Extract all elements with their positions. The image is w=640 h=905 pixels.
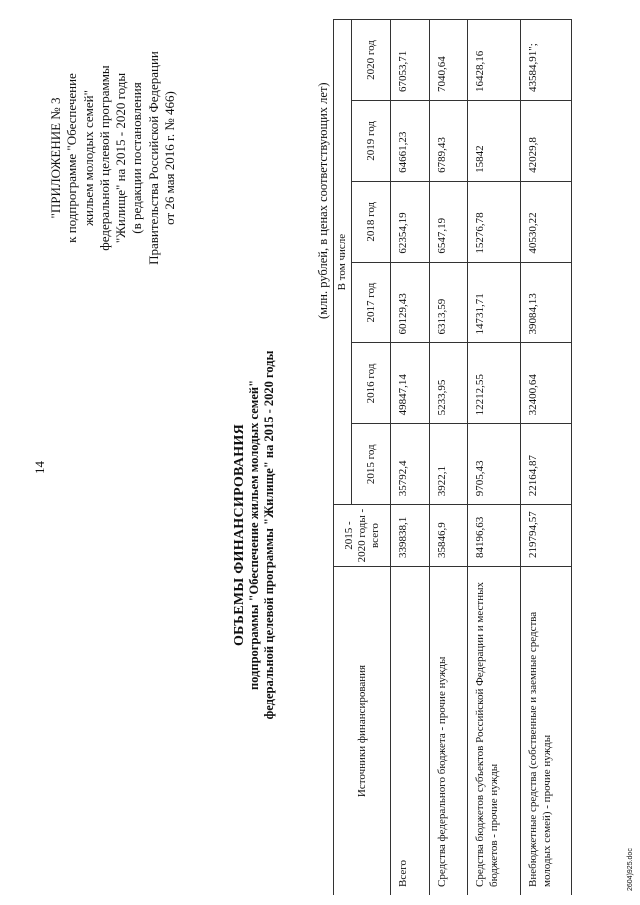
appendix-line: (в редакции постановления <box>129 82 145 234</box>
appendix-line: жильем молодых семей" <box>80 90 96 226</box>
row-value: 3922,1 <box>430 424 468 505</box>
table-row <box>468 20 521 896</box>
units-note: (млн. рублей, в ценах соответствующих лет) <box>316 82 330 319</box>
document-title <box>232 325 277 745</box>
row-value: 7040,64 <box>430 20 468 101</box>
row-value: 15842 <box>468 100 521 181</box>
row-value: 60129,43 <box>391 262 430 343</box>
title-subprogram: подпрограммы "Обеспечение жильем молодых семей" <box>247 379 261 691</box>
header-year: 2017 год <box>352 262 391 343</box>
appendix-line: "Жилище" на 2015 - 2020 годы <box>113 72 129 244</box>
row-total: 339838,1 <box>391 505 430 567</box>
header-year: 2019 год <box>352 100 391 181</box>
row-value: 9705,43 <box>468 424 521 505</box>
page-number: 14 <box>32 461 47 474</box>
appendix-line: Правительства Российской Федерации <box>145 51 161 265</box>
row-value: 40530,22 <box>521 181 572 262</box>
row-source: Внебюджетные средства (собственные и заемные средства молодых семей) - прочие нужды <box>521 566 572 895</box>
row-value: 6547,19 <box>430 181 468 262</box>
title-program: федеральной целевой программы "Жилище" на 2015 - 2020 годы <box>262 350 276 720</box>
header-total <box>334 505 391 567</box>
row-value: 35792,4 <box>391 424 430 505</box>
row-source: Средства федерального бюджета - прочие нужды <box>430 566 468 895</box>
row-source: Средства бюджетов субъектов Российской Федерации и местных бюджетов - прочие нужды <box>468 566 521 895</box>
row-value: 15276,78 <box>468 181 521 262</box>
appendix-header <box>48 23 178 293</box>
row-value: 12212,55 <box>468 343 521 424</box>
table-header-row <box>334 20 352 896</box>
row-source: Всего <box>391 566 430 895</box>
header-year: 2018 год <box>352 181 391 262</box>
row-total: 219794,57 <box>521 505 572 567</box>
table-row <box>521 20 572 896</box>
row-value: 14731,71 <box>468 262 521 343</box>
appendix-line: "ПРИЛОЖЕНИЕ № 3 <box>48 97 63 219</box>
header-total-line: 2020 годы - <box>355 508 368 563</box>
row-value: 6313,59 <box>430 262 468 343</box>
row-value: 39084,13 <box>521 262 572 343</box>
row-value: 6789,43 <box>430 100 468 181</box>
title-main: ОБЪЕМЫ ФИНАНСИРОВАНИЯ <box>232 423 247 647</box>
table-row <box>391 20 430 896</box>
document-id: 2604)925.doc <box>627 848 634 891</box>
header-year: 2020 год <box>352 20 391 101</box>
row-value: 62354,19 <box>391 181 430 262</box>
row-total: 84196,63 <box>468 505 521 567</box>
row-value: 22164,87 <box>521 424 572 505</box>
row-value: 5233,95 <box>430 343 468 424</box>
appendix-line: от 26 мая 2016 г. № 466) <box>162 91 178 225</box>
header-including: В том числе <box>334 20 352 505</box>
header-total-line: 2015 - <box>342 521 355 550</box>
financing-table <box>333 19 572 895</box>
table-row <box>430 20 468 896</box>
header-sources: Источники финансирования <box>334 566 391 895</box>
header-total-line: всего <box>368 523 381 548</box>
row-total: 35846,9 <box>430 505 468 567</box>
row-value: 32400,64 <box>521 343 572 424</box>
row-value: 64661,23 <box>391 100 430 181</box>
row-value: 67053,71 <box>391 20 430 101</box>
row-value: 49847,14 <box>391 343 430 424</box>
row-value: 16428,16 <box>468 20 521 101</box>
header-year: 2015 год <box>352 424 391 505</box>
row-value: 43584,91"; <box>521 20 572 101</box>
appendix-line: федеральной целевой программы <box>96 65 112 251</box>
appendix-line: к подпрограмме "Обеспечение <box>64 73 80 243</box>
row-value: 42029,8 <box>521 100 572 181</box>
header-year: 2016 год <box>352 343 391 424</box>
